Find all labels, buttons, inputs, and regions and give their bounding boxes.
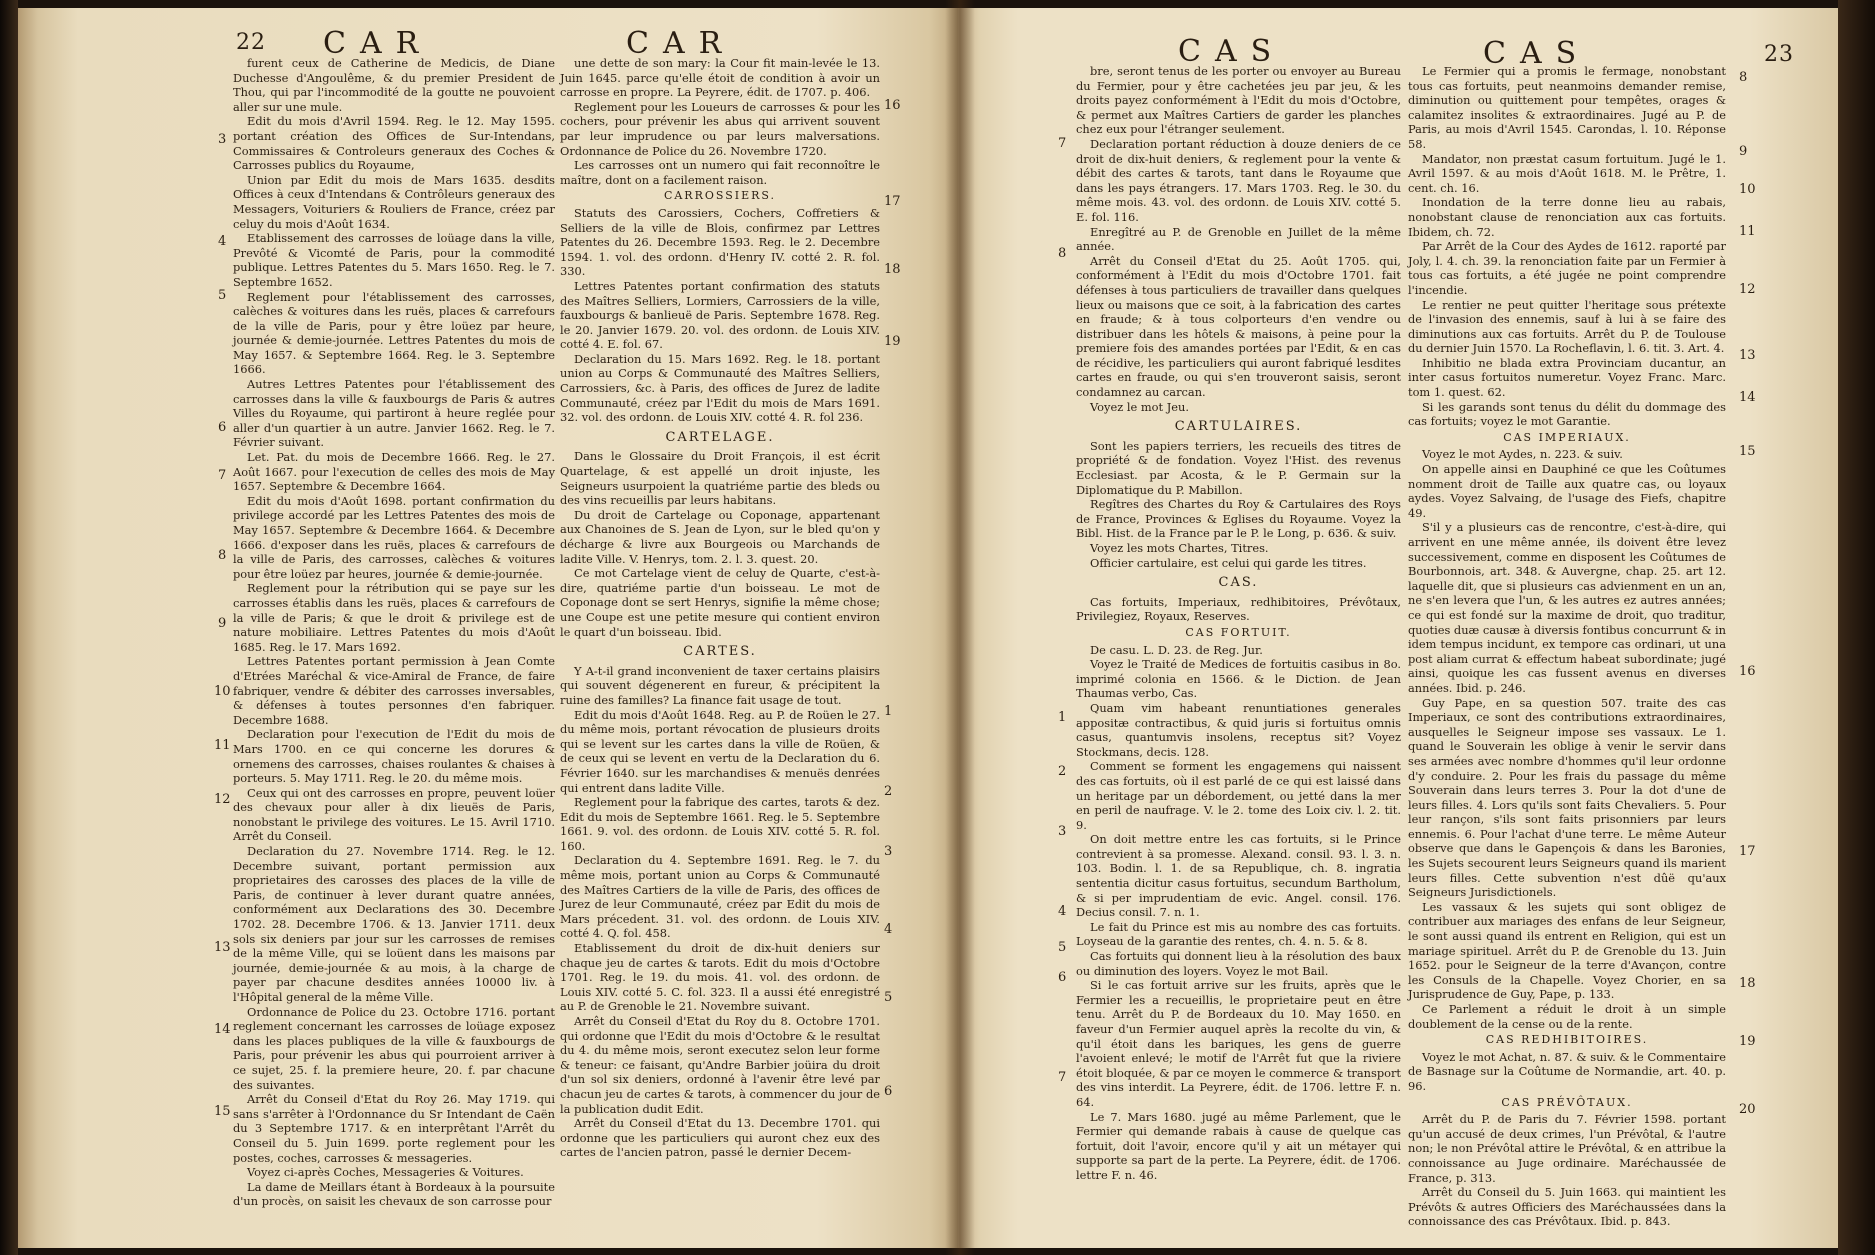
paragraph: Le fait du Prince est mis au nombre des cas fortuits. Loyseau de la garantie des rentes, ch. 4. n. 5. & 8. — [1076, 919, 1401, 949]
paragraph: On appelle ainsi en Dauphiné ce que les Coûtumes nomment droit de Taille aux quatre cas, ou loyaux aydes. Voyez Salvaing, de l'usage des Fiefs, chapitre 49. — [1408, 462, 1726, 520]
paragraph: Ceux qui ont des carrosses en propre, peuvent loüer des chevaux pour aller à dix lieuës de Paris, nonobstant le privilege des voitures. Le 15. Avril 1710. Arrêt du Conseil. — [233, 785, 555, 844]
section-heading-carrossiers: CARROSSIERS. — [663, 189, 777, 203]
paragraph: Inhibitio ne blada extra Provinciam ducantur, an inter casus fortuitos numeretur. Voyez Franc. Marc. tom 1. quest. 62. — [1408, 355, 1726, 400]
section-heading-cartelage: CARTELAGE. — [665, 429, 775, 445]
margin-number: 12 — [214, 792, 231, 807]
margin-number: 7 — [1058, 136, 1067, 151]
paragraph: Arrêt du Conseil du 5. Juin 1663. qui maintient les Prévôts & autres Officiers des Maréchaussées dans la connoissance des cas Prévôtaux. Ibid. p. 843. — [1408, 1185, 1726, 1229]
right-page — [958, 8, 1838, 1248]
paragraph: S'il y a plusieurs cas de rencontre, c'est-à-dire, qui arrivent en une même année, ils doivent être levez successivement, comme en disposent les Coûtumes de Bourbonnois, art. 348. & Auvergne, chap. 25. art 12. laquelle dit, que si plusieurs cas advienment en un an, ne s'en levera que l'un, & les autres ez autres années; ce qui est fondé sur la maxime de droit, quo traditur, quoties duæ causæ à diversis fontibus concurrunt & in idem tempus incidunt, ex tempore cas ordinari, ut una post aliam currat & effectum habeat subordinate; jugé ainsi, quoique les cas fussent avenus en diverses années. Ibid. p. 246. — [1408, 520, 1726, 695]
section-heading-cas: CAS. — [1218, 575, 1259, 591]
paragraph: Cas fortuits qui donnent lieu à la résolution des baux ou diminution des loyers. Voyez le mot Bail. — [1076, 949, 1401, 978]
margin-number: 1 — [884, 704, 893, 719]
section-heading-cas-imperiaux: CAS IMPERIAUX. — [1503, 430, 1631, 444]
paragraph: Voyez le Traité de Medices de fortuitis casibus in 8o. imprimé colonia en 1566. & le Diction. de Jean Thaumas verbo, Cas. — [1076, 657, 1401, 701]
paragraph: Let. Pat. du mois de Decembre 1666. Reg. le 27. Août 1667. pour l'execution de celles des mois de May 1657. Septembre & Decembre 1664. — [233, 450, 555, 494]
margin-number: 8 — [218, 548, 227, 563]
section-heading-cas-prevotaux: CAS PRÉVÔTAUX. — [1501, 1095, 1633, 1109]
paragraph: une dette de son mary: la Cour fit main-levée le 13. Juin 1645. parce qu'elle étoit de condition à avoir un carrosse en propre. La Peyrere, édit. de 1707. p. 406. — [560, 56, 880, 100]
paragraph: Arrêt du Conseil d'Etat du Roy 26. May 1719. qui sans s'arrêter à l'Ordonnance du Sr Intendant de Caën du 3 Septembre 1717. & en interprêtant l'Arrêt du Conseil du 5. Juin 1699. porte reglement pour les postes, coches, carrosses & messageries. — [233, 1092, 555, 1165]
paragraph: Voyez ci-après Coches, Messageries & Voitures. — [247, 1165, 524, 1180]
margin-number: 16 — [1739, 664, 1756, 679]
page-number-left: 22 — [236, 30, 266, 55]
paragraph: Edit du mois d'Août 1648. Reg. au P. de Roüen le 27. du même mois, portant révocation de plusieurs droits qui se levent sur les cartes dans la ville de Roüen, & de ceux qui se levent en vertu de la Declaration du 6. Février 1640. sur les marchandises & menuës denrées qui entrent dans ladite Ville. — [560, 707, 880, 795]
margin-number: 5 — [1058, 940, 1067, 955]
margin-number: 3 — [1058, 824, 1067, 839]
paragraph: Mandator, non præstat casum fortuitum. Jugé le 1. Avril 1597. & au mois d'Août 1618. M. le Prêtre, 1. cent. ch. 16. — [1408, 151, 1726, 195]
paragraph: Ordonnance de Police du 23. Octobre 1716. portant reglement concernant les carrosses de loüage exposez dans les places publiques de la ville & fauxbourgs de Paris, pour prévenir les abus qui pourroient arriver à ce sujet, 25. f. la premiere heure, 20. f. par chacune des suivantes. — [233, 1004, 555, 1092]
paragraph: Quam vim habeant renuntiationes generales appositæ contractibus, & quid juris si fortuitus omnis casus, quantumvis insolens, receptus sit? Voyez Stockmans, decis. 128. — [1076, 700, 1401, 759]
paragraph: Declaration du 4. Septembre 1691. Reg. le 7. du même mois, portant union au Corps & Communauté des Maîtres Cartiers de la ville de Paris, des offices de Jurez de leur Communauté, créez par Edit du mois de Mars précedent. 31. vol. des ordonn. de Louis XIV. cotté 4. Q. fol. 458. — [560, 853, 880, 941]
headword-left-1: CAR — [323, 26, 433, 61]
margin-number: 6 — [884, 1084, 893, 1099]
paragraph: Voyez le mot Achat, n. 87. & suiv. & le Commentaire de Basnage sur la Coûtume de Normandie, art. 40. p. 96. — [1408, 1049, 1726, 1093]
paragraph: Declaration portant réduction à douze deniers de ce droit de dix-huit deniers, & reglement pour la vente & débit des cartes & tarots, tant dans le Royaume que dans les pays étrangers. 17. Mars 1703. Reg. le 30. du même mois. 43. vol. des ordonn. de Louis XIV. cotté 5. E. fol. 116. — [1076, 136, 1401, 224]
paragraph: Declaration pour l'execution de l'Edit du mois de Mars 1700. en ce qui concerne les dorures & ornemens des carrosses, chaises roulantes & chaises à porteurs. 5. May 1711. Reg. le 20. du même mois. — [233, 727, 555, 786]
left-page-column-1 — [233, 56, 555, 1209]
paragraph: Ce Parlement a réduit le droit à un simple doublement de la cense ou de la rente. — [1408, 1002, 1726, 1031]
section-heading-cas-redhibitoires: CAS REDHIBITOIRES. — [1485, 1033, 1649, 1047]
margin-number: 14 — [214, 1022, 231, 1037]
headword-right-2: CAS — [1483, 36, 1591, 71]
paragraph: Union par Edit du mois de Mars 1635. desdits Offices à ceux d'Intendans & Contrôleurs generaux des Messagers, Voituriers & Rouliers de France, créez par celuy du mois d'Août 1634. — [233, 172, 555, 231]
margin-number: 3 — [884, 844, 893, 859]
book-edge-left — [0, 0, 18, 1255]
margin-number: 16 — [884, 98, 901, 113]
margin-number: 13 — [1739, 348, 1756, 363]
margin-number: 19 — [1739, 1034, 1756, 1049]
margin-number: 14 — [1739, 390, 1756, 405]
paragraph: Guy Pape, en sa question 507. traite des cas Imperiaux, ce sont des contributions extraordinaires, ausquelles le Seigneur impose ses vassaux. Le 1. quand le Souverain les oblige à venir le servir dans ses armées avec nombre d'hommes qu'il leur ordonne d'y conduire. 2. Pour les frais du passage du même Souverain dans leurs terres 3. Pour la dot d'une de leurs filles. 4. Lors qu'ils sont faits Chevaliers. 5. Pour leur rançon, s'ils sont faits prisonniers par leurs ennemis. 6. Pour l'achat d'une terre. Le même Auteur observe que dans le Gapençois & dans les Baronies, les Sujets secourent leurs Seigneurs quand ils marient leurs filles. Cette subvention n'est dûë qu'aux Seigneurs Jurisdictionels. — [1408, 695, 1726, 900]
margin-number: 7 — [218, 468, 227, 483]
margin-number: 9 — [218, 616, 227, 631]
margin-number: 8 — [1058, 246, 1067, 261]
paragraph: Cas fortuits, Imperiaux, redhibitoires, Prévôtaux, Privilegiez, Royaux, Reserves. — [1076, 594, 1401, 624]
paragraph: Inondation de la terre donne lieu au rabais, nonobstant clause de renonciation aux cas fortuits. Ibidem, ch. 72. — [1408, 195, 1726, 239]
paragraph: Etablissement des carrosses de loüage dans la ville, Prevôté & Vicomté de Paris, pour la commodité publique. Lettres Patentes du 5. Mars 1650. Reg. le 7. Septembre 1652. — [233, 231, 555, 289]
paragraph: Les vassaux & les sujets qui sont obligez de contribuer aux mariages des enfans de leur Seigneur, le sont aussi quand ils entrent en Religion, qui est un mariage spirituel. Arrêt du P. de Grenoble du 13. Juin 1652. pour le Seigneur de la terre d'Avançon, contre les Consuls de la Chapelle. Voyez Chorier, en sa Jurisprudence de Guy, Pape, p. 133. — [1408, 899, 1726, 1002]
paragraph: Enregîtré au P. de Grenoble en Juillet de la même année. — [1076, 224, 1401, 254]
margin-number: 2 — [1058, 764, 1067, 779]
margin-number: 8 — [1739, 70, 1748, 85]
paragraph: Declaration du 27. Novembre 1714. Reg. le 12. Decembre suivant, portant permission aux proprietaires des carosses des places de la ville de Paris, de continuer à lever durant quatre années, conformément aux Declarations des 30. Decembre 1702. 28. Decembre 1706. & 13. Janvier 1711. deux sols six deniers par jour sur les carrosses de remises de la même Ville, qui se loüent dans les maisons par journée, demie-journée & au mois, à la charge de payer par chacune desdites années 10000 liv. à l'Hôpital general de la même Ville. — [233, 844, 555, 1004]
paragraph: Par Arrêt de la Cour des Aydes de 1612. raporté par Joly, l. 4. ch. 39. la renonciation faite par un Fermier à tous cas fortuits, a été jugée ne point comprendre l'incendie. — [1408, 239, 1726, 297]
margin-number: 11 — [1739, 224, 1756, 239]
paragraph: Autres Lettres Patentes pour l'établissement des carrosses dans la ville & fauxbourgs de Paris & autres Villes du Royaume, qui partiront à heure reglée pour aller d'un quartier à un autre. Janvier 1662. Reg. le 7. Février suivant. — [233, 377, 555, 450]
margin-number: 17 — [1739, 844, 1756, 859]
paragraph: De casu. L. D. 23. de Reg. Jur. — [1090, 642, 1263, 657]
book-gutter — [945, 0, 975, 1255]
margin-number: 15 — [214, 1104, 231, 1119]
paragraph: Arrêt du P. de Paris du 7. Février 1598. portant qu'un accusé de deux crimes, l'un Prévôtal, & l'autre non; le non Prévôtal attire le Prévôtal, & en attribue la connoissance au Juge ordinaire. Maréchaussée de France, p. 313. — [1408, 1112, 1726, 1185]
paragraph: Le 7. Mars 1680. jugé au même Parlement, que le Fermier qui demande rabais à cause de quelque cas fortuit, doit l'avoir, encore qu'il y ait un métayer qui supporte sa part de la perte. La Peyrere, édit. de 1706. lettre F. n. 46. — [1076, 1109, 1401, 1182]
paragraph: Reglement pour les Loueurs de carrosses & pour les cochers, pour prévenir les abus qui arrivent souvent par leur imprudence ou par leurs malversations. Ordonnance de Police du 26. Novembre 1720. — [560, 99, 880, 158]
paragraph: Lettres Patentes portant confirmation des statuts des Maîtres Selliers, Lormiers, Carrossiers de la ville, fauxbourgs & banlieuë de Paris. Septembre 1678. Reg. le 20. Janvier 1679. 20. vol. des ordonn. de Louis XIV. cotté 4. E. fol. 67. — [560, 278, 880, 352]
paragraph: Arrêt du Conseil d'Etat du 25. Août 1705. qui, conformément à l'Edit du mois d'Octobre 1701. fait défenses à tous particuliers de travailler dans quelques lieux ou maisons que ce soit, à la fabrication des cartes en fraude; & à tous colporteurs d'en vendre ou distribuer dans les hôtels & maisons, à peine pour la premiere fois des amandes portées par l'Edit, & en cas de récidive, les particuliers qui auront fabriqué lesdites cartes en fraude, ou qui s'en trouveront saisis, seront condamnez au carcan. — [1076, 253, 1401, 400]
paragraph: Y A-t-il grand inconvenient de taxer certains plaisirs qui souvent dégenerent en fureur, & précipitent la ruine des familles? La finance fait usage de tout. — [560, 663, 880, 707]
paragraph: Arrêt du Conseil d'Etat du Roy du 8. Octobre 1701. qui ordonne que l'Edit du mois d'Octobre & le resultat du 4. du même mois, seront executez selon leur forme & teneur: ce faisant, qu'Andre Barbier joüira du droit d'un sol six deniers, ordonné à l'avenir être levé par chacun jeu de cartes & tarots, à commencer du jour de la publication dudit Edit. — [560, 1014, 880, 1116]
paragraph: Declaration du 15. Mars 1692. Reg. le 18. portant union au Corps & Communauté des Maîtres Selliers, Carrossiers, &c. à Paris, des offices de Jurez de ladite Communauté, créez par l'Edit du mois de Mars 1691. 32. vol. des ordonn. de Louis XIV. cotté 4. R. fol 236. — [560, 351, 880, 425]
paragraph: Si les garands sont tenus du délit du dommage des cas fortuits; voyez le mot Garantie. — [1408, 399, 1726, 429]
paragraph: Reglement pour la rétribution qui se paye sur les carrosses établis dans les ruës, places & carrefours de la ville de Paris; & que le droit & privilege est de nature mobiliaire. Lettres Patentes du mois d'Août 1685. Reg. le 17. Mars 1692. — [233, 581, 555, 654]
margin-number: 18 — [884, 262, 901, 277]
paragraph: Reglement pour l'établissement des carrosses, calèches & voitures dans les ruës, places & carrefours de la ville de Paris, pour y être loüez par heure, journée & demie-journée. Lettres Patentes du mois de May 1657. & Septembre 1664. Reg. le 3. Septembre 1666. — [233, 289, 555, 377]
headword-left-2: CAR — [626, 26, 736, 61]
paragraph: Le rentier ne peut quitter l'heritage sous prétexte de l'invasion des ennemis, sauf à lui à se faire des diminutions aux cas fortuits. Arrêt du P. de Toulouse du dernier Juin 1570. La Rocheflavin, l. 6. tit. 3. Art. 4. — [1408, 297, 1726, 356]
paragraph: Les carrosses ont un numero qui fait reconnoître le maître, dont on a facilement raison. — [560, 158, 880, 187]
paragraph: Edit du mois d'Avril 1594. Reg. le 12. May 1595. portant création des Offices de Sur-Intendans, Commissaires & Controleurs generaux des Coches & Carrosses publics du Royaume, — [233, 114, 555, 173]
paragraph: bre, seront tenus de les porter ou envoyer au Bureau du Fermier, pour y être cachetées jeu par jeu, & les droits payez conformément à l'Edit du mois d'Octobre, & permet aux Maîtres Cartiers de garder les planches chez eux pour l'étranger seulement. — [1076, 64, 1401, 137]
margin-number: 4 — [884, 922, 893, 937]
margin-number: 6 — [218, 420, 227, 435]
margin-number: 5 — [884, 990, 893, 1005]
margin-number: 6 — [1058, 970, 1067, 985]
page-number-right: 23 — [1764, 42, 1794, 67]
paragraph: La dame de Meillars étant à Bordeaux à la poursuite d'un procès, on saisit les chevaux de son carrosse pour — [233, 1179, 555, 1209]
section-heading-cartes: CARTES. — [683, 644, 757, 660]
margin-number: 10 — [214, 684, 231, 699]
margin-number: 12 — [1739, 282, 1756, 297]
margin-number: 3 — [218, 132, 227, 147]
paragraph: Si le cas fortuit arrive sur les fruits, après que le Fermier les a recueillis, le proprietaire peut en être tenu. Arrêt du P. de Bordeaux du 10. May 1650. en faveur d'un Fermier auquel après la recolte du vin, & qu'il étoit dans les bariques, les gens de guerre l'avoient enlevé; le motif de l'Arrêt fut que la riviere étoit bloquée, & par ce moyen le commerce & transport des vins interdit. La Peyrere, édit. de 1706. lettre F. n. 64. — [1076, 978, 1401, 1109]
paragraph: Comment se forment les engagemens qui naissent des cas fortuits, où il est parlé de ce qui est laissé dans un heritage par un débordement, ou jetté dans la mer en peril de naufrage. V. le 2. tome des Loix civ. l. 2. tit. 9. — [1076, 759, 1401, 832]
book-edge-right — [1838, 0, 1875, 1255]
paragraph: Arrêt du Conseil d'Etat du 13. Decembre 1701. qui ordonne que les particuliers qui auront chez eux des cartes de l'ancien patron, passé le dernier Decem- — [560, 1116, 880, 1160]
margin-number: 19 — [884, 334, 901, 349]
section-heading-cas-fortuit: CAS FORTUIT. — [1185, 625, 1292, 639]
paragraph: Etablissement du droit de dix-huit deniers sur chaque jeu de cartes & tarots. Edit du mois d'Octobre 1701. Reg. le 19. du mois. 41. vol. des ordonn. de Louis XIV. cotté 5. C. fol. 323. Il a aussi été enregistré au P. de Grenoble le 21. Novembre suivant. — [560, 941, 880, 1014]
paragraph: Voyez les mots Chartes, Titres. — [1090, 541, 1269, 555]
margin-number: 1 — [1058, 710, 1067, 725]
paragraph: Sont les papiers terriers, les recueils des titres de propriété & de fondation. Voyez l'Hist. des revenus Ecclesiast. par Acosta, & le P. Germain sur la Diplomatique du P. Mabillon. — [1076, 438, 1401, 497]
paragraph: Edit du mois d'Août 1698. portant confirmation du privilege accordé par les Lettres Patentes des mois de May 1657. Septembre & Decembre 1664. & Decembre 1666. d'exposer dans les ruës, places & carrefours de la ville de Paris, des carrosses, calèches & voitures pour être loüez par heures, journée & demie-journée. — [233, 493, 555, 581]
paragraph: Voyez le mot Jeu. — [1090, 399, 1189, 414]
section-heading-cartulaires: CARTULAIRES. — [1174, 419, 1303, 435]
margin-number: 4 — [1058, 904, 1067, 919]
left-page — [18, 8, 958, 1248]
left-page-column-2 — [560, 56, 880, 1160]
margin-number: 20 — [1739, 1102, 1756, 1117]
margin-number: 18 — [1739, 976, 1756, 991]
paragraph: Officier cartulaire, est celui qui garde les titres. — [1090, 555, 1367, 570]
margin-number: 13 — [214, 940, 231, 955]
right-page-column-1 — [1076, 64, 1401, 1183]
paragraph: Lettres Patentes portant permission à Jean Comte d'Etrées Maréchal & vice-Amiral de France, de faire fabriquer, vendre & débiter des carrosses inversables, & défenses à toutes personnes d'en fabriquer. Decembre 1688. — [233, 654, 555, 727]
margin-number: 7 — [1058, 1070, 1067, 1085]
margin-number: 15 — [1739, 444, 1756, 459]
margin-number: 11 — [214, 738, 231, 753]
headword-right-1: CAS — [1178, 34, 1286, 69]
margin-number: 17 — [884, 194, 901, 209]
paragraph: Regîtres des Chartes du Roy & Cartulaires des Roys de France, Provinces & Eglises du Royaume. Voyez la Bibl. Hist. de la France par le P. le Long, p. 636. & suiv. — [1076, 497, 1401, 541]
paragraph: Le Fermier qui a promis le fermage, nonobstant tous cas fortuits, peut neanmoins demander remise, diminution ou quittement pour tempêtes, orages & calamitez insolites & extraordinaires. Jugé au P. de Paris, au mois d'Avril 1545. Carondas, l. 10. Réponse 58. — [1408, 64, 1726, 151]
right-page-column-2 — [1408, 64, 1726, 1229]
paragraph: Statuts des Carossiers, Cochers, Coffretiers & Selliers de la ville de Blois, confirmez par Lettres Patentes du 26. Decembre 1593. Reg. le 2. Decembre 1594. 1. vol. des ordonn. d'Henry IV. cotté 2. R. fol. 330. — [560, 205, 880, 279]
margin-number: 10 — [1739, 182, 1756, 197]
paragraph: On doit mettre entre les cas fortuits, si le Prince contrevient à sa promesse. Alexand. consil. 93. l. 3. n. 103. Bodin. l. 1. de sa Republique, ch. 8. ingratia sententia dicitur casus fortuitus, secundum Bartholum, & si per imprudentiam de evic. Angel. consil. 176. Decius consil. 7. n. 1. — [1076, 832, 1401, 920]
paragraph: furent ceux de Catherine de Medicis, de Diane Duchesse d'Angoulême, & du premier President de Thou, qui par l'incommodité de la goutte ne pouvoient aller sur une mule. — [233, 56, 555, 114]
paragraph: Ce mot Cartelage vient de celuy de Quarte, c'est-à-dire, quatriéme partie d'un boisseau. Le mot de Coponage dont se sert Henrys, signifie la même chose; une Coupe est une petite mesure qui contient environ le quart d'un boisseau. Ibid. — [560, 566, 880, 639]
paragraph: Reglement pour la fabrique des cartes, tarots & dez. Edit du mois de Septembre 1661. Reg. le 5. Septembre 1661. 9. vol. des ordonn. de Louis XIV. cotté 5. R. fol. 160. — [560, 795, 880, 853]
paragraph: Voyez le mot Aydes, n. 223. & suiv. — [1422, 447, 1623, 462]
margin-number: 9 — [1739, 144, 1748, 159]
margin-number: 4 — [218, 234, 227, 249]
paragraph: Du droit de Cartelage ou Coponage, appartenant aux Chanoines de S. Jean de Lyon, sur le bled qu'on y décharge & livre aux Bourgeois ou Marchands de ladite Ville. V. Henrys, tom. 2. l. 3. quest. 20. — [560, 507, 880, 566]
margin-number: 5 — [218, 288, 227, 303]
paragraph: Dans le Glossaire du Droit François, il est écrit Quartelage, & est appellé un droit injuste, les Seigneurs usurpoient la quatriéme partie des bleds ou des vins recueillis par leurs habitans. — [560, 449, 880, 508]
margin-number: 2 — [884, 784, 893, 799]
